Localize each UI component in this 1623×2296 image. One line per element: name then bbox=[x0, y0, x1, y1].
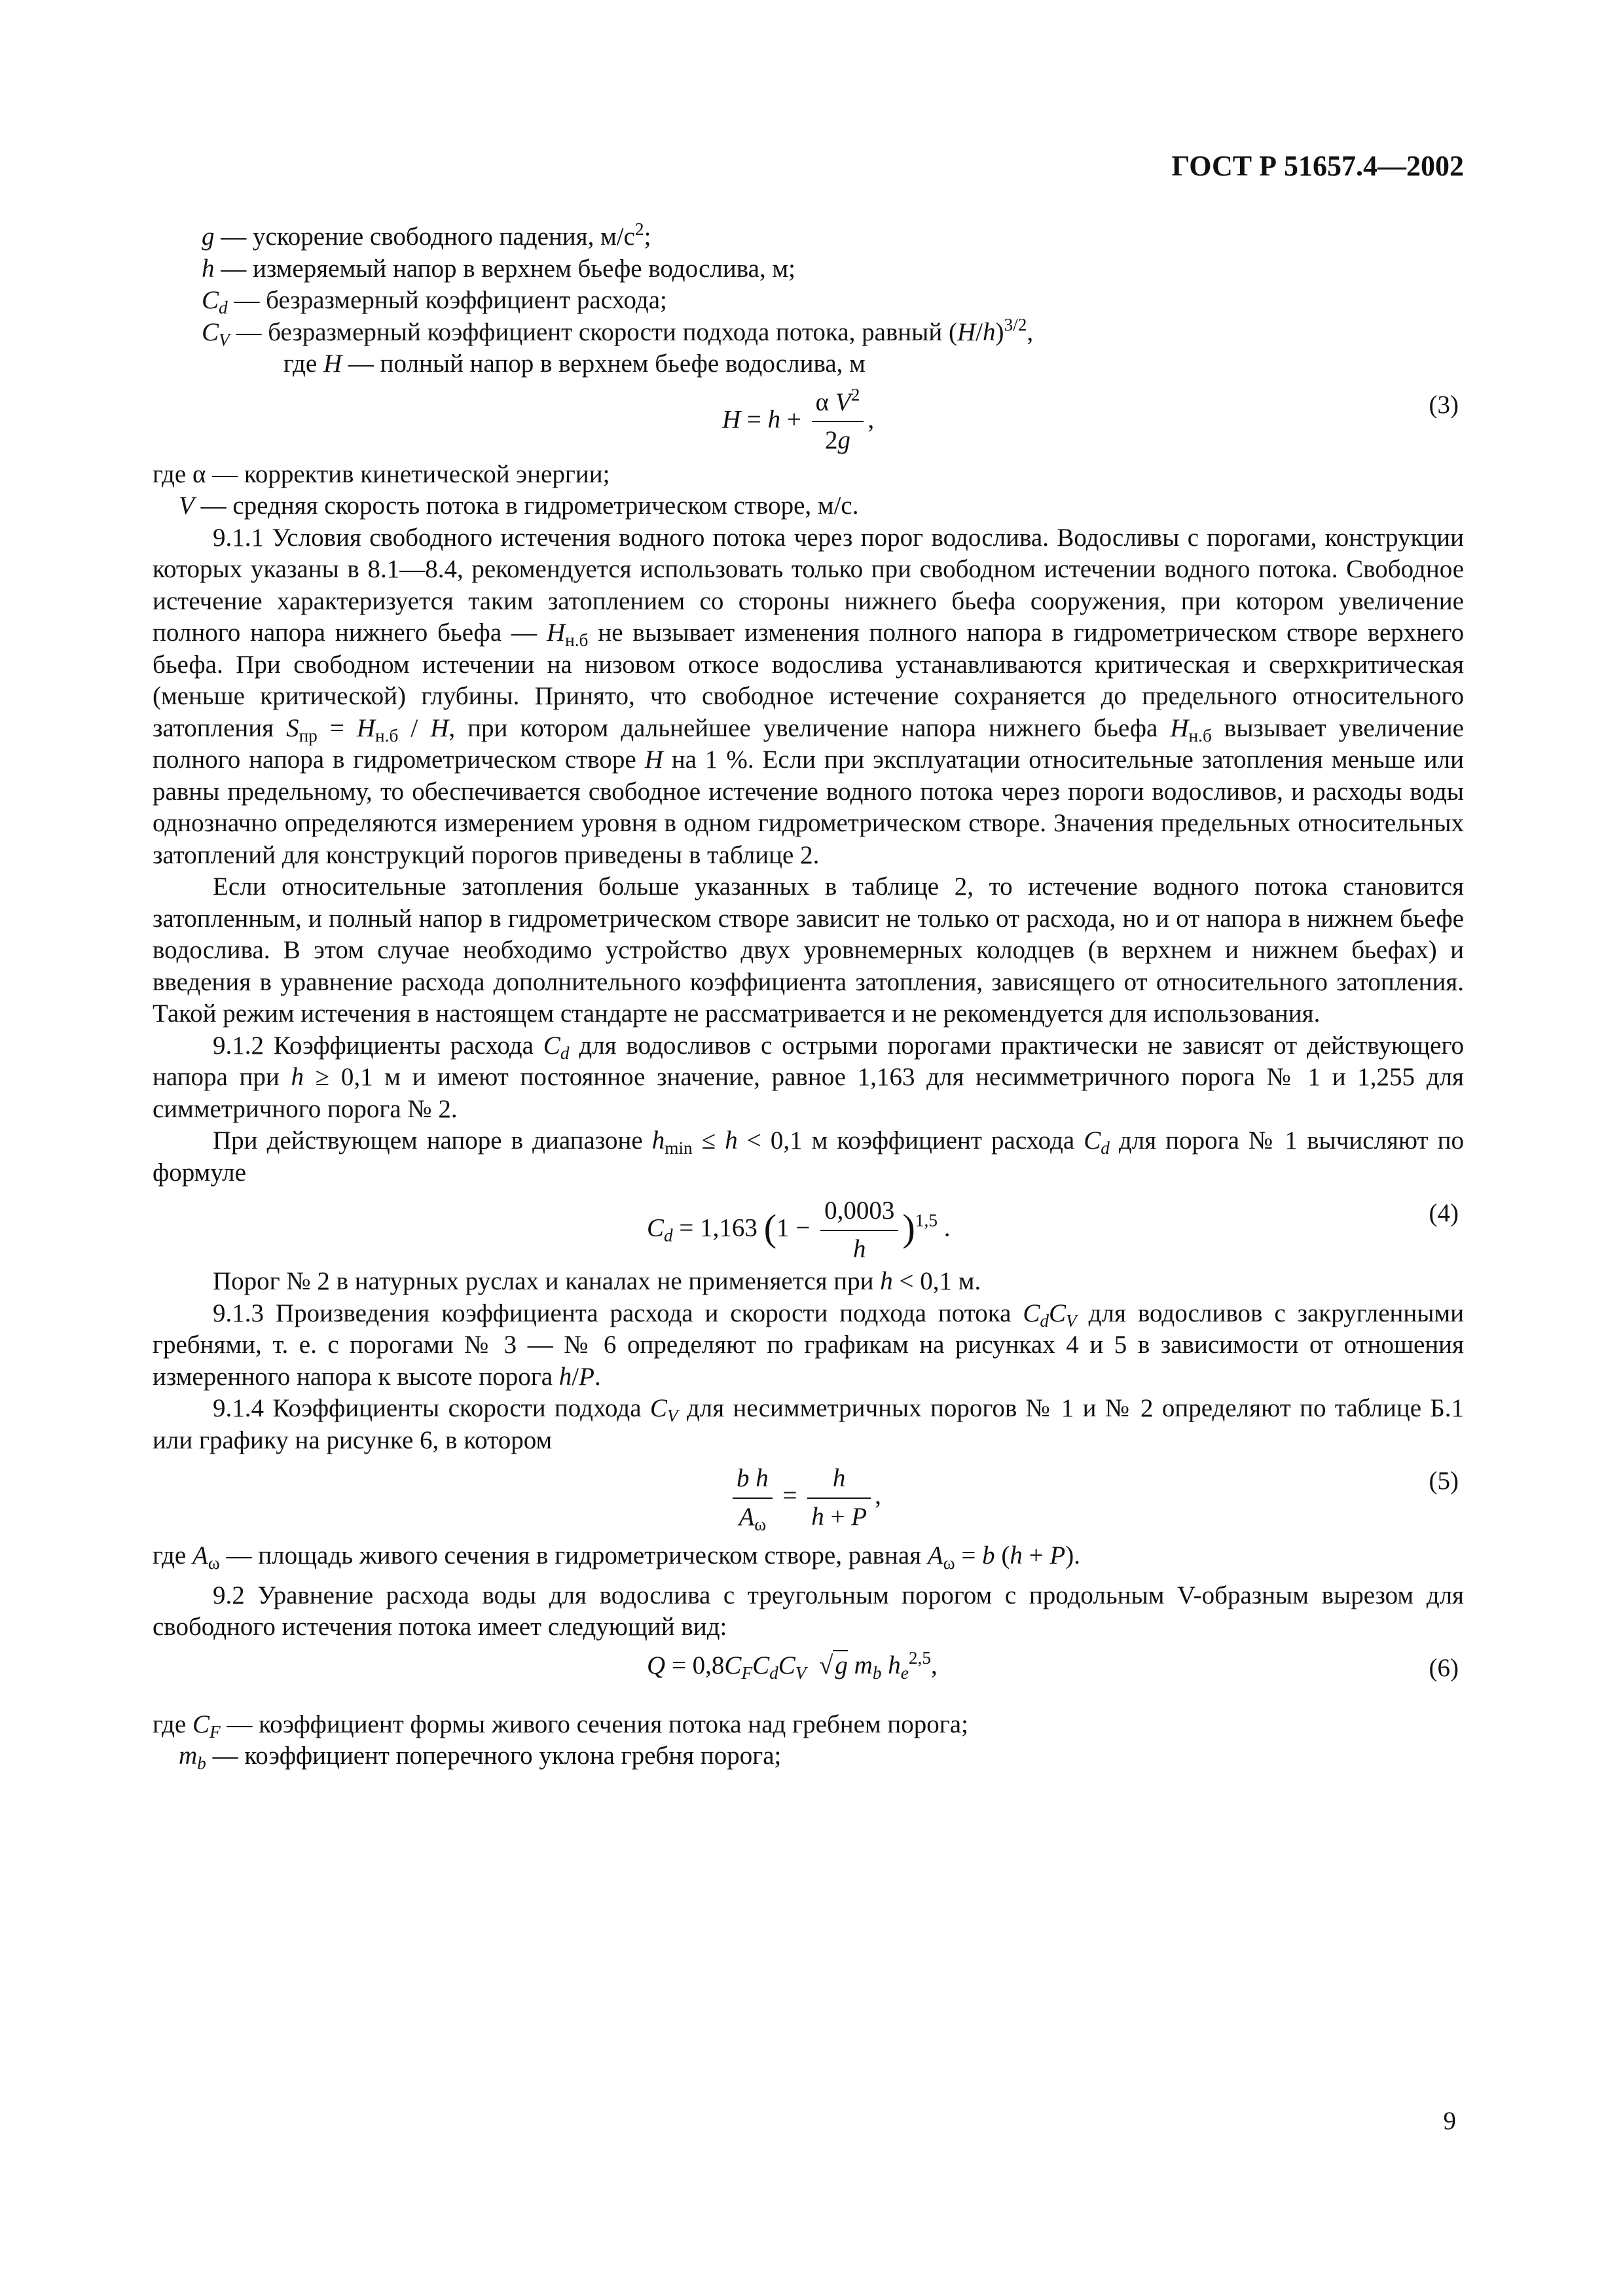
formula-5: $\frac{\text{b h}}{A_\omega}$ = $\frac{h}{h + P}$ , (5) bbox=[153, 1456, 1464, 1540]
definition-velocity: V — средняя скорость потока в гидрометрическом створе, м/с. bbox=[179, 492, 859, 520]
definition-full-head: где H — полный напор в верхнем бьефе водослива, м bbox=[283, 350, 866, 378]
page-number: 9 bbox=[1443, 2107, 1456, 2135]
definition-cf: где $C_F$ — коэффициент формы живого сечения потока над гребнем порога; bbox=[153, 1710, 968, 1742]
formula-4-number: 4 bbox=[1437, 1199, 1450, 1227]
paragraph-9-1-2: 9.1.2 Коэффициенты расхода $C_d$ для водосливов с острыми порогами практически не зависят от действующего напора при h ≥ 0,1 м и имеют постоянное значение, равное 1,163 для несимметричного порога № 1 и 1,255 для симметричного порога № 2. bbox=[153, 1031, 1464, 1123]
paragraph-9-1-1: 9.1.1 Условия свободного истечения водного потока через порог водослива. Водосливы с порогами, конструкции которых указаны в 8.1—8.4, рекомендуется использовать только при свободном истечении водного потока. Свободное истечение характеризуется таким затоплением со стороны нижнего бьефа сооружения, при котором увеличение полного напора нижнего бьефа — $H_{н.б}$ не вызывает изменения полного напора в гидрометрическом створе верхнего бьефа. При свободном истечении на низовом откосе водослива устанавливаются критическая и сверхкритическая (меньше критической) глубины. Принято, что свободное истечение сохраняется до предельного относительного затопления $S_{пр} = H_{н.б} / H$, при котором дальнейшее увеличение напора нижнего бьефа $H_{н.б}$ вызывает увеличение полного напора в гидрометрическом створе H на 1 %. Если при эксплуатации относительные затопления меньше или равны предельному, то обеспечивается свободное истечение водного потока через пороги водосливов, и расходы воды однозначно определяются измерением уровня в одном гидрометрическом створе. Значения предельных относительных затоплений для конструкций порогов приведены в таблице 2. bbox=[153, 523, 1464, 869]
paragraph-threshold-2: Порог № 2 в натурных руслах и каналах не применяется при h < 0,1 м. bbox=[213, 1267, 981, 1295]
definition-mb: $m_b$ — коэффициент поперечного уклона гребня порога; bbox=[179, 1742, 782, 1774]
formula-6: $Q = 0,8C_FC_dC_V$ √g $m_b$ $h_e^{2,5}$, (6) bbox=[647, 1647, 1459, 1683]
paragraph-flooded-flow: Если относительные затопления больше указанных в таблице 2, то истечение водного потока становится затопленным, и полный напор в гидрометрическом створе зависит не только от расхода, но и от напора в нижнем бьефе водослива. В этом случае необходимо устройство двух уровнемерных колодцев (в верхнем и нижнем бьефах) и введения в уравнение расхода дополнительного коэффициента затопления, зависящего от относительного затопления. Такой режим истечения в настоящем стандарте не рассматривается и не рекомендуется для использования. bbox=[153, 872, 1464, 1028]
paragraph-9-1-3: 9.1.3 Произведения коэффициента расхода и скорости подхода потока $C_dC_V$ для водосливов с закругленными гребнями, т. е. с порогами № 3 — № 6 определяют по графикам на рисунках 4 и 5 в зависимости от отношения измеренного напора к высоте порога h/P. bbox=[153, 1299, 1465, 1391]
paragraph-head-range: При действующем напоре в диапазоне $h_{min} \le h < 0,1$ м коэффициент расхода $C_d$ для порога № 1 вычисляют по формуле bbox=[153, 1126, 1464, 1187]
definition-cv: $C_V$ — безразмерный коэффициент скорости подхода потока, равный $(H/h)^{3/2}$, bbox=[202, 314, 1034, 350]
document-id-header: ГОСТ Р 51657.4—2002 bbox=[1171, 150, 1464, 182]
paragraph-9-1-4: 9.1.4 Коэффициенты скорости подхода $C_V$ для несимметричных порогов № 1 и № 2 определяют по таблице Б.1 или графику на рисунке 6, в котором bbox=[153, 1394, 1465, 1454]
formula-3-number: 3 bbox=[1437, 390, 1450, 419]
formula-5-number: 5 bbox=[1437, 1467, 1450, 1495]
definition-cd: $C_d$ — безразмерный коэффициент расхода; bbox=[202, 286, 667, 318]
formula-4: $C_d = 1,163$ (1 − $\frac{0,0003}{h}$ )$^{1,5}$ . (4) bbox=[647, 1196, 1459, 1263]
formula-3: H = h + $\frac{\alpha V^2}{2g}$ , (3) bbox=[722, 384, 1459, 454]
document-body bbox=[153, 221, 1464, 1772]
definition-g: g — ускорение свободного падения, $м/с^2$; bbox=[202, 219, 651, 251]
formula-6-number: 6 bbox=[1437, 1653, 1450, 1682]
definition-h: h — измеряемый напор в верхнем бьефе водослива, м; bbox=[202, 254, 795, 283]
paragraph-9-2: 9.2 Уравнение расхода воды для водослива с треугольным порогом с продольным V-образным вырезом для свободного истечения потока имеет следующий вид: bbox=[153, 1581, 1464, 1641]
definition-alpha: где α — корректив кинетической энергии; bbox=[153, 459, 610, 488]
definition-area: где $A_\omega$ — площадь живого сечения в гидрометрическом створе, равная $A_\omega = b$ (h + P). bbox=[153, 1541, 1080, 1573]
